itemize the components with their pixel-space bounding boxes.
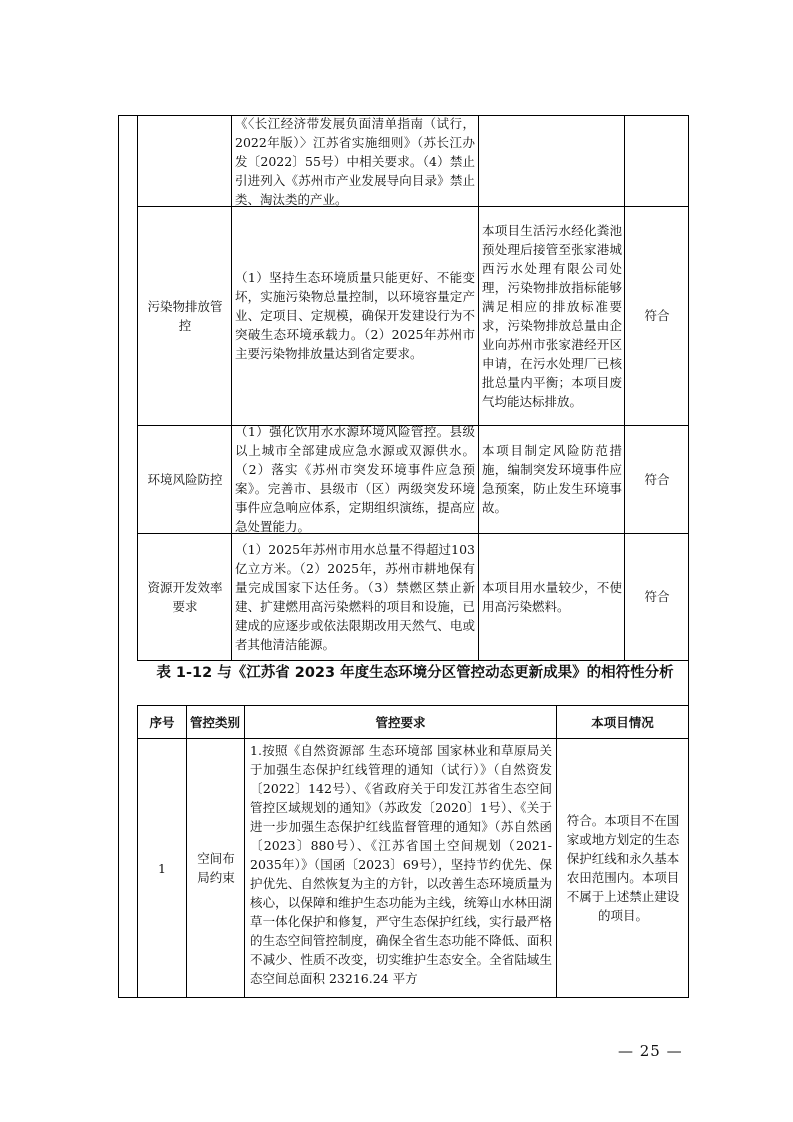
result-text: 符合 (644, 308, 670, 323)
requirement-text: 1.按照《自然资源部 生态环境部 国家林业和草原局关于加强生态保护红线管理的通知（试行）》（自然资发〔2022〕142号）、《省政府关于印发江苏省生态空间管控区域规划的通知》（苏政发〔2020〕1号）、《关于进一步加强生态保护红线监督管理的通知》（苏自然函〔2023〕880号）、《江苏省国土空间规划（2021-2035年）》（国函〔2023〕69号），坚持节约优先、保护优先、自然恢复为主的方针，以改善生态环境质量为核心，以保障和维护生态功能为主线，统筹山水林田湖草一体化保护和修复，严守生态保护红线，实行最严格的生态空间管控制度，确保全省生态功能不降低、面积不减少、性质不改变，切实维护生态安全。全省陆域生态空间总面积 23216.24 平方 (250, 743, 552, 986)
upper-row-1-requirement (235, 208, 475, 423)
table-title: 表 1-12 与《江苏省 2023 年度生态环境分区管控动态更新成果》的相符性分析 (156, 665, 674, 681)
lower-row-1-requirement (250, 741, 552, 996)
situation-text: 本项目生活污水经化粪池预处理后接管至张家港城西污水处理有限公司处理，污染物排放指标能够满足相应的排放标准要求，污染物排放总量由企业向苏州市张家港经开区申请，在污水处理厂已核批总量内平衡；本项目废气均能达标排放。 (482, 222, 622, 409)
header-requirement-text: 管控要求 (375, 714, 426, 730)
lower-row-1-situation (561, 739, 685, 997)
upper-row-3-requirement (235, 535, 475, 658)
upper-row-1-category (146, 208, 224, 423)
lower-row-1-no (138, 739, 186, 997)
requirement-text: （1）2025年苏州市用水总量不得超过103亿立方米。（2）2025年，苏州市耕地保有量完成国家下达任务。（3）禁燃区禁止新建、扩建燃用高污染燃料的项目和设施，已建成的应逐步或依法限期改用天然气、电或者其他清洁能源。 (235, 541, 475, 652)
header-requirement (245, 706, 556, 738)
upper-row-0-requirement (235, 115, 475, 207)
header-category (190, 706, 240, 738)
upper-col-divider-3 (478, 115, 479, 660)
upper-col-divider-4 (624, 115, 625, 660)
upper-row-2-category (146, 427, 224, 531)
lower-col-divider-2 (244, 705, 245, 998)
situation-text: 符合。本项目不在国家或地方划定的生态保护红线和永久基本农田范围内。本项目不属于上述禁止建设的项目。 (566, 813, 680, 923)
page-number: — 25 — (618, 1042, 683, 1060)
category-text: 空间布局约束 (197, 851, 235, 885)
result-text: 符合 (644, 471, 670, 487)
upper-row-3-situation (482, 535, 622, 658)
requirement-text: 《〈长江经济带发展负面清单指南（试行，2022年版）〉江苏省实施细则》（苏长江办发〔2022〕55号）中相关要求。（4）禁止引进列入《苏州市产业发展导向目录》禁止类、淘汰类的产业。 (235, 115, 475, 207)
upper-row-1-situation (482, 208, 622, 423)
upper-row-2-situation (482, 427, 622, 531)
upper-row-2-requirement (235, 424, 475, 534)
category-text: 污染物排放管控 (147, 298, 223, 333)
header-situation-text: 本项目情况 (591, 714, 654, 730)
result-text: 符合 (644, 589, 670, 604)
situation-text: 本项目用水量较少，不使用高污染燃料。 (482, 579, 622, 614)
situation-text: 本项目制定风险防范措施，编制突发环境事件应急预案，防止发生环境事故。 (482, 443, 622, 515)
upper-col-divider-2 (231, 115, 232, 660)
header-no (138, 706, 186, 738)
header-situation (557, 706, 688, 738)
upper-row-2-result (626, 427, 688, 531)
category-text: 环境风险防控 (147, 471, 223, 487)
row-number: 1 (158, 860, 166, 876)
lower-row-1-category (194, 739, 238, 997)
lower-col-divider-1 (186, 705, 187, 998)
header-no-text: 序号 (149, 714, 175, 730)
requirement-text: （1）坚持生态环境质量只能更好、不能变坏，实施污染物总量控制，以环境容量定产业、定项目、定规模，确保开发建设行为不突破生态环境承载力。（2）2025年苏州市主要污染物排放量达到省定要求。 (235, 270, 475, 361)
header-category-text: 管控类别 (190, 714, 241, 730)
requirement-text: （1）强化饮用水水源环境风险管控。县级以上城市全部建成应急水源或双源供水。（2）落实《苏州市突发环境事件应急预案》。完善市、县级市（区）两级突发环境事件应急响应体系，定期组织演练，提高应急处置能力。 (235, 424, 475, 534)
lower-col-divider-3 (556, 705, 557, 998)
category-text: 资源开发效率要求 (147, 579, 223, 614)
upper-row-3-category (146, 535, 224, 658)
upper-row-divider-4 (137, 660, 689, 661)
upper-row-3-result (626, 535, 688, 658)
upper-row-1-result (626, 208, 688, 423)
upper-col-divider-1 (137, 115, 138, 660)
